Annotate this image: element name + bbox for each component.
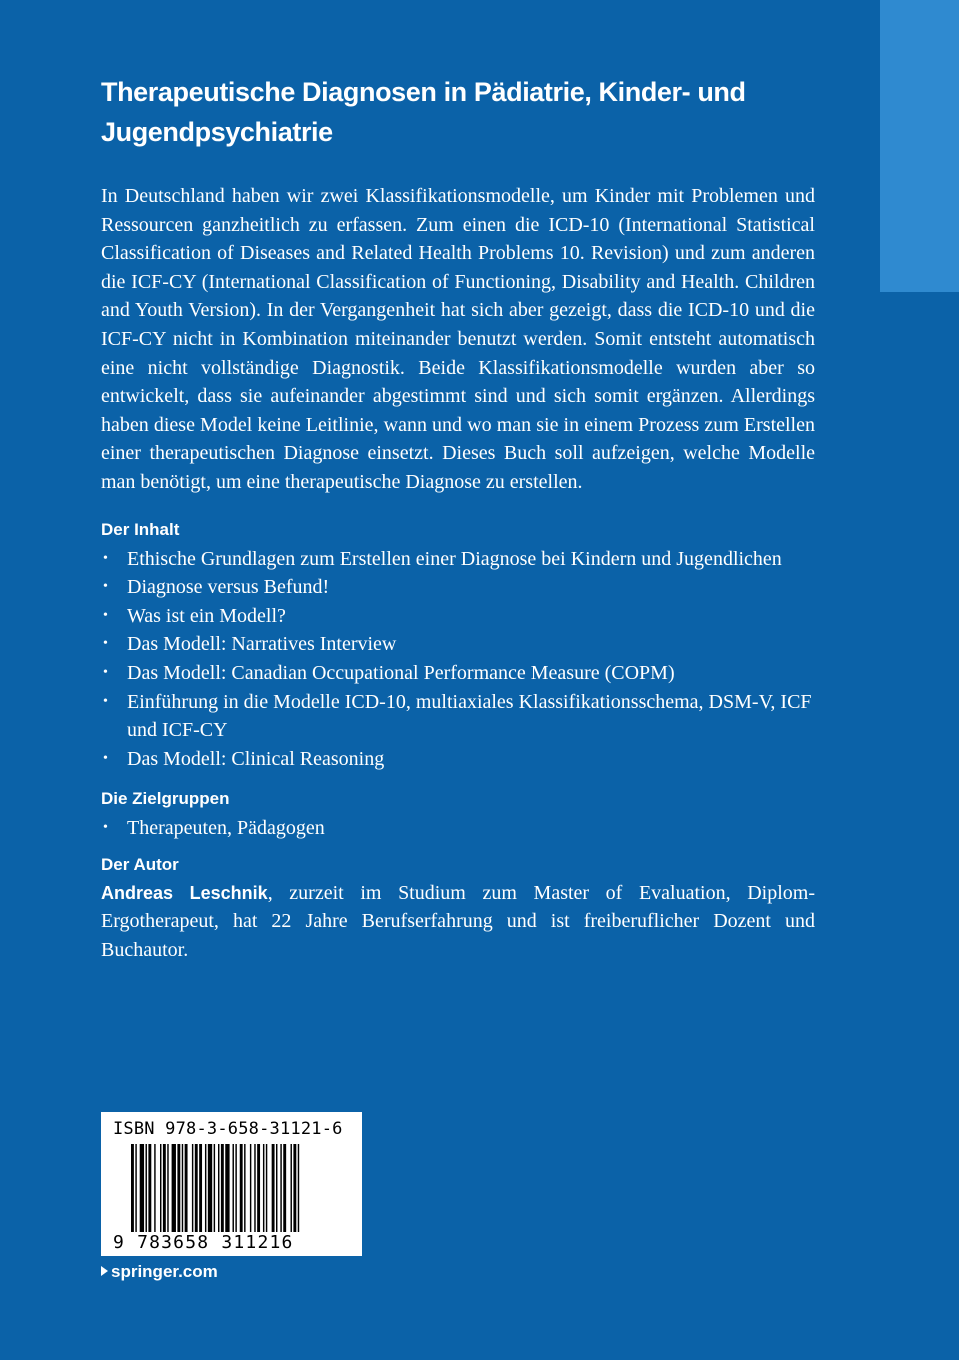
barcode-bar — [240, 1144, 243, 1232]
bullet-icon: • — [103, 750, 108, 766]
contents-list — [101, 545, 815, 774]
book-title: Therapeutische Diagnosen in Pädiatrie, Kinder- und Jugendpsychiatrie — [101, 77, 746, 147]
bullet-icon: • — [103, 693, 108, 709]
barcode-bar — [283, 1144, 286, 1232]
intro-paragraph: In Deutschland haben wir zwei Klassifikationsmodelle, um Kinder mit Problemen und Ressourcen ganzheitlich zu erfassen. Zum einen die ICD-10 (International Statistical Classification of Diseases and Related Health Problems 10. Revision) und zum anderen die ICF-CY (International Classification of Functioning, Disability and Health. Children and Youth Version). In der Vergangenheit hat sich aber gezeigt, dass die ICD-10 und die ICF-CY nicht in Kombination miteinander benutzt werden. Somit entsteht automatisch eine nicht vollständige Diagnostik. Beide Klassifikationsmodelle wurden aber so entwickelt, dass sie aufeinander abgestimmt sind und sich somit ergänzen. Allerdings haben diese Model keine Leitlinie, wann und wo man sie in einem Prozess zum Erstellen einer therapeutischen Diagnose einsetzt. Dieses Buch soll aufzeigen, welche Modelle man benötigt, um eine therapeutische Diagnose zu erstellen. — [101, 185, 815, 493]
list-item: • Das Modell: Narratives Interview — [101, 630, 815, 659]
barcode-bar — [172, 1144, 176, 1232]
barcode-bar — [233, 1144, 234, 1232]
barcode-bar — [146, 1144, 147, 1232]
barcode-bar — [195, 1144, 198, 1232]
spine-color-tab — [880, 0, 959, 292]
barcode-bar — [163, 1144, 166, 1232]
bullet-icon: • — [103, 607, 108, 623]
isbn-label: ISBN 978-3-658-31121-6 — [113, 1119, 343, 1139]
barcode-bar — [266, 1144, 267, 1232]
list-item: • Einführung in die Modelle ICD-10, multiaxiales Klassifikationsschema, DSM-V, ICF und ICF-CY — [101, 688, 815, 745]
author-bio: Andreas Leschnik, zurzeit im Studium zum Master of Evaluation, Diplom-Ergotherapeut, hat 22 Jahre Berufserfahrung und ist freiberuflicher Dozent und Buchautor. — [101, 881, 816, 962]
barcode-bar — [135, 1144, 136, 1232]
barcode-bar — [160, 1144, 161, 1232]
barcode-bar — [254, 1144, 255, 1232]
barcode-bar — [182, 1144, 183, 1232]
barcode-bar — [235, 1144, 236, 1232]
bullet-icon: • — [103, 550, 108, 566]
barcode-bar — [154, 1144, 155, 1232]
barcode-bar — [225, 1144, 229, 1232]
barcode-bars — [131, 1144, 351, 1232]
barcode-bar — [221, 1144, 224, 1232]
barcode-bar — [208, 1144, 212, 1232]
barcode-bar — [293, 1144, 296, 1232]
barcode-bar — [263, 1144, 264, 1232]
bullet-icon: • — [103, 579, 108, 595]
barcode-bar — [177, 1144, 180, 1232]
barcode-bar — [276, 1144, 277, 1232]
bullet-icon: • — [103, 664, 108, 680]
list-item: • Diagnose versus Befund! — [101, 573, 815, 602]
bullet-icon: • — [103, 820, 108, 836]
list-item: • Das Modell: Clinical Reasoning — [101, 745, 815, 774]
barcode-bar — [218, 1144, 219, 1232]
bullet-icon: • — [103, 636, 108, 652]
barcode-bar — [244, 1144, 245, 1232]
barcode-bar — [199, 1144, 202, 1232]
barcode-bar — [140, 1144, 144, 1232]
list-item: • Therapeuten, Pädagogen — [101, 814, 815, 843]
barcode-bar — [131, 1144, 134, 1232]
barcode-bar — [167, 1144, 168, 1232]
barcode-bar — [250, 1144, 251, 1232]
list-item: • Das Modell: Canadian Occupational Performance Measure (COPM) — [101, 659, 815, 688]
author-heading: Der Autor — [101, 854, 179, 874]
barcode-bar — [298, 1144, 299, 1232]
contents-heading: Der Inhalt — [101, 519, 180, 539]
publisher-website[interactable]: springer.com — [101, 1262, 218, 1282]
list-item: • Was ist ein Modell? — [101, 602, 815, 631]
barcode-bar — [185, 1144, 188, 1232]
barcode-bar — [205, 1144, 206, 1232]
barcode-bar — [192, 1144, 193, 1232]
barcode-bar — [291, 1144, 292, 1232]
isbn-barcode — [101, 1112, 362, 1256]
back-cover-content — [101, 72, 815, 965]
barcode-bar — [272, 1144, 275, 1232]
audience-list — [101, 814, 815, 843]
barcode-bar — [280, 1144, 281, 1232]
arrow-right-icon — [101, 1266, 108, 1276]
author-name: Andreas Leschnik — [101, 882, 268, 903]
barcode-bar — [148, 1144, 151, 1232]
barcode-bar — [214, 1144, 215, 1232]
barcode-bar — [257, 1144, 260, 1232]
list-item: • Ethische Grundlagen zum Erstellen einer Diagnose bei Kindern und Jugendlichen — [101, 545, 815, 574]
audience-heading: Die Zielgruppen — [101, 789, 230, 809]
barcode-digits: 9 783658 311216 — [113, 1232, 294, 1253]
